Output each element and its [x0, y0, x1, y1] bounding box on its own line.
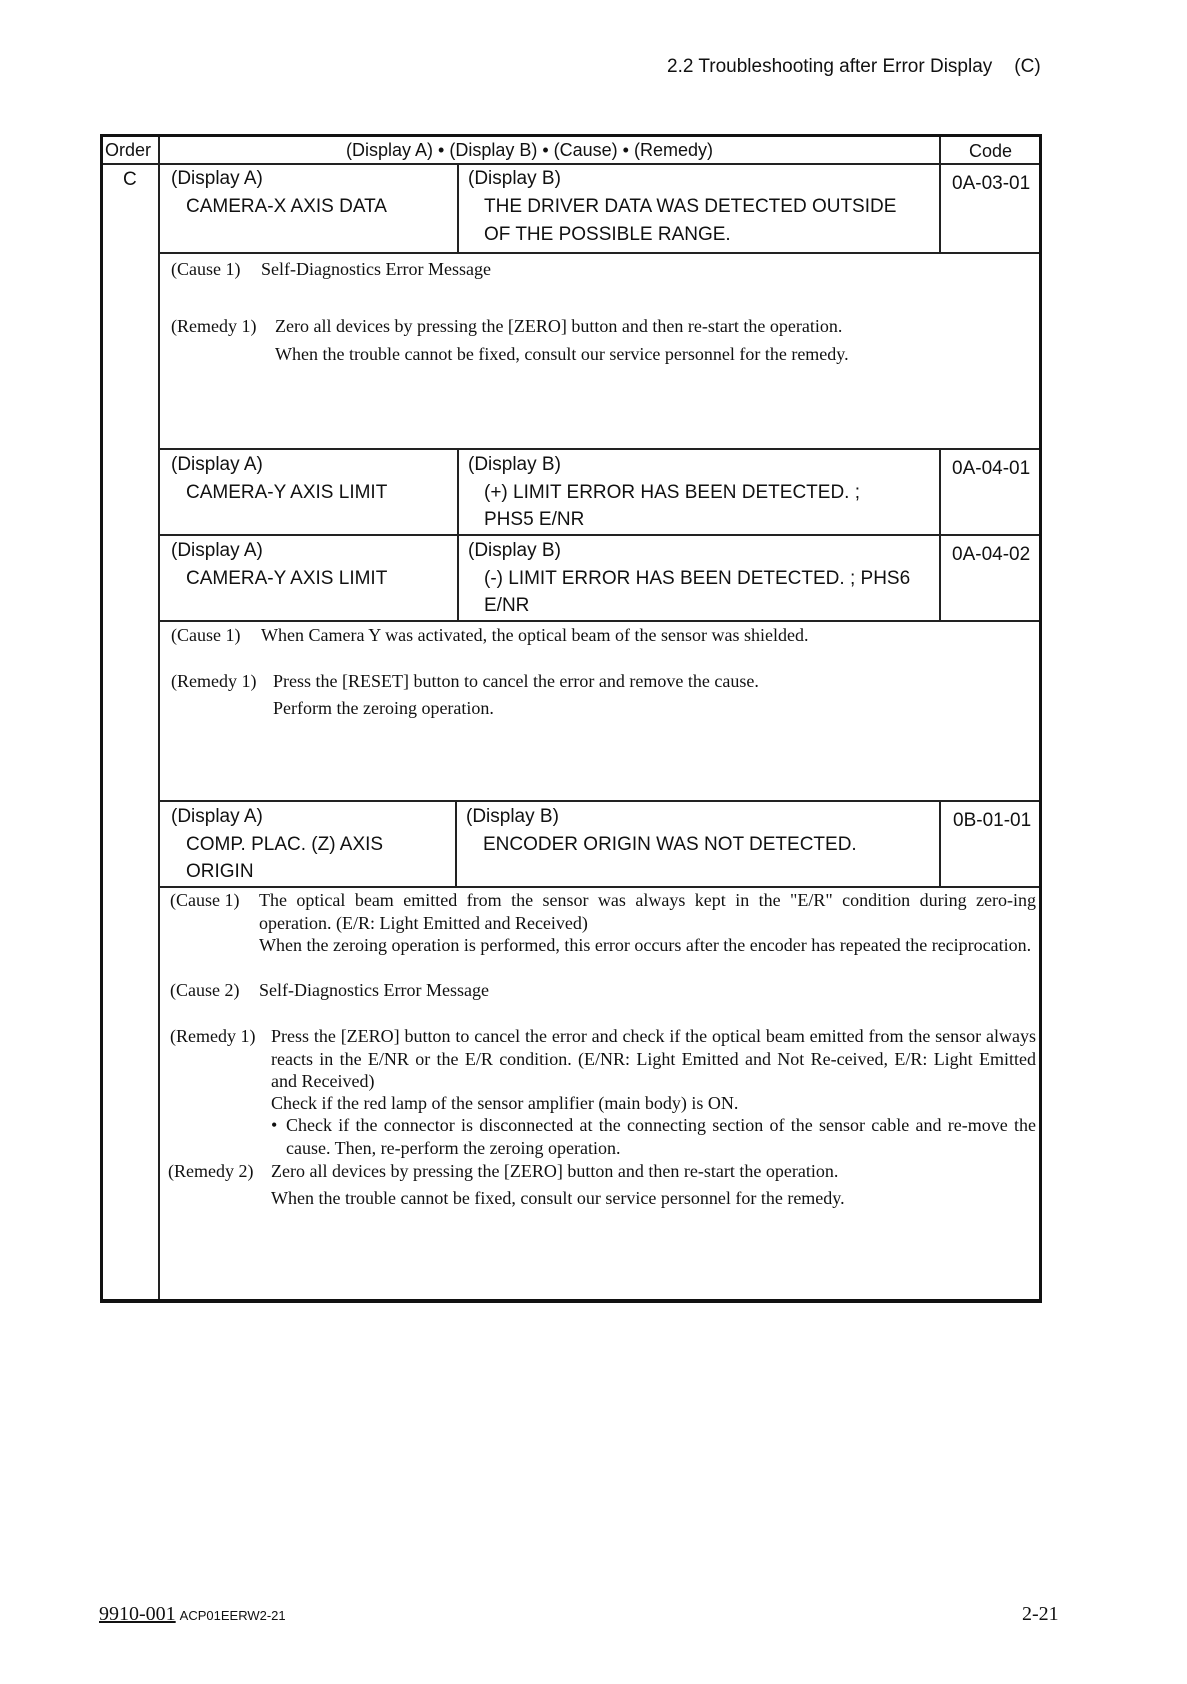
cause-label: (Cause 1) — [170, 890, 240, 910]
cause-label: (Cause 1) — [171, 259, 241, 279]
display-a-value: CAMERA-Y AXIS LIMIT — [186, 482, 388, 503]
code-divider — [939, 801, 941, 887]
error-code: 0B-01-01 — [953, 810, 1032, 831]
remedy-text-line1: Zero all devices by pressing the [ZERO] button and then re-start the operation. — [275, 316, 843, 336]
display-b-value-line2: E/NR — [484, 595, 530, 616]
code-column-divider — [939, 137, 941, 164]
page-header-section: (C) — [1014, 56, 1041, 77]
bullet-icon: • — [271, 1115, 278, 1135]
doc-ref: ACP01EERW2-21 — [179, 1608, 286, 1623]
display-a-value-line2: ORIGIN — [186, 861, 254, 882]
display-a-label: (Display A) — [171, 454, 263, 475]
display-b-value-line2: OF THE POSSIBLE RANGE. — [484, 224, 731, 245]
remedy-label: (Remedy 1) — [170, 1026, 256, 1046]
remedy-label: (Remedy 2) — [168, 1161, 254, 1181]
display-row-divider — [159, 252, 1039, 254]
display-a-value-line1: COMP. PLAC. (Z) AXIS — [186, 834, 384, 855]
error-code: 0A-03-01 — [952, 173, 1031, 194]
remedy-label: (Remedy 1) — [171, 671, 257, 691]
display-b-value-line1: THE DRIVER DATA WAS DETECTED OUTSIDE — [484, 196, 897, 217]
error-code: 0A-04-02 — [952, 544, 1031, 565]
display-b-value-line1: ENCODER ORIGIN WAS NOT DETECTED. — [483, 834, 857, 855]
display-divider — [455, 801, 457, 887]
header-code: Code — [969, 141, 1013, 161]
cause-text: Self-Diagnostics Error Message — [261, 259, 491, 279]
display-a-value: CAMERA-Y AXIS LIMIT — [186, 568, 388, 589]
cause-label: (Cause 2) — [170, 980, 240, 1000]
code-divider — [939, 164, 941, 253]
display-b-value-line2: PHS5 E/NR — [484, 509, 585, 530]
remedy-text-check-connector: Check if the connector is disconnected at the connecting section of the sensor cable and re-move the cause. Then, re-perform the zeroing operation. — [286, 1115, 1036, 1158]
display-b-value-line1: (-) LIMIT ERROR HAS BEEN DETECTED. ; PHS6 — [484, 568, 911, 589]
footer-doc-id — [99, 1603, 286, 1626]
display-a-label: (Display A) — [171, 540, 263, 561]
display-b-label: (Display B) — [468, 454, 561, 475]
header-content: (Display A) • (Display B) • (Cause) • (Remedy) — [346, 140, 713, 160]
cause-label: (Cause 1) — [171, 625, 241, 645]
display-b-label: (Display B) — [468, 540, 561, 561]
remedy-label: (Remedy 1) — [171, 316, 257, 336]
cause-text: The optical beam emitted from the sensor was always kept in the "E/R" condition during zero-ing operation. (E/R: Light Emitted and Received) — [259, 890, 1036, 933]
display-row-divider — [159, 886, 1039, 888]
remedy-text: Press the [ZERO] button to cancel the error and check if the optical beam emitted from the sensor always reacts in the E/NR or the E/R condition. (E/NR: Light Emitted and Not Re-ceived, E/R: Light Emitted and Received) — [271, 1026, 1036, 1091]
display-b-value-line1: (+) LIMIT ERROR HAS BEEN DETECTED. ; — [484, 482, 861, 503]
remedy-text-line1: Zero all devices by pressing the [ZERO] button and then re-start the operation. — [271, 1161, 839, 1181]
cause-text-continued: When the zeroing operation is performed, this error occurs after the encoder has repeated the reciprocation. — [259, 935, 1032, 955]
order-column-divider — [158, 137, 160, 1299]
display-row-divider — [159, 620, 1039, 622]
page-header-title: 2.2 Troubleshooting after Error Display — [667, 56, 993, 77]
display-a-value: CAMERA-X AXIS DATA — [186, 196, 387, 217]
display-b-label: (Display B) — [466, 806, 559, 827]
display-a-label: (Display A) — [171, 806, 263, 827]
block-divider — [159, 800, 1039, 802]
display-b-label: (Display B) — [468, 168, 561, 189]
display-divider — [457, 164, 459, 253]
cause-text: When Camera Y was activated, the optical beam of the sensor was shielded. — [261, 625, 809, 645]
remedy-text-check-lamp: Check if the red lamp of the sensor amplifier (main body) is ON. — [271, 1093, 739, 1113]
cause-text: Self-Diagnostics Error Message — [259, 980, 489, 1000]
remedy-text-line2: When the trouble cannot be fixed, consult our service personnel for the remedy. — [275, 344, 849, 364]
remedy-text-line1: Press the [RESET] button to cancel the error and remove the cause. — [273, 671, 759, 691]
remedy-text-line2: Perform the zeroing operation. — [273, 698, 494, 718]
page-header — [667, 56, 1041, 78]
display-a-label: (Display A) — [171, 168, 263, 189]
troubleshooting-table — [100, 134, 1042, 1303]
error-code: 0A-04-01 — [952, 458, 1031, 479]
block-divider — [159, 448, 1039, 450]
header-order: Order — [105, 140, 152, 160]
remedy-text-line2: When the trouble cannot be fixed, consult our service personnel for the remedy. — [271, 1188, 845, 1208]
page-number: 2-21 — [1022, 1603, 1059, 1625]
display-row-divider — [159, 534, 1039, 536]
order-value: C — [123, 169, 137, 190]
doc-number: 9910-001 — [99, 1603, 176, 1625]
